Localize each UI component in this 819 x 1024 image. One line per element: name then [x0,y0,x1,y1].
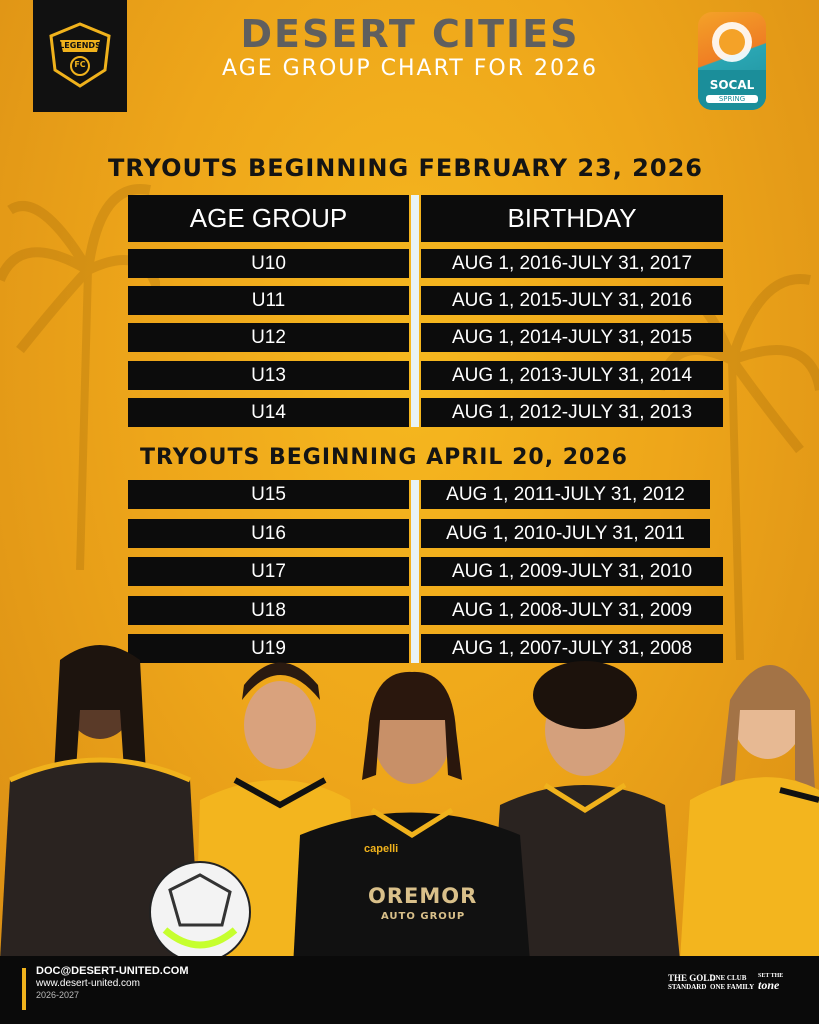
table-cell-birthday: AUG 1, 2013-JULY 31, 2014 [421,361,723,390]
table-cell-birthday: AUG 1, 2008-JULY 31, 2009 [421,596,723,625]
table-cell-age: U11 [128,286,409,315]
footer-brand-tone [758,972,783,990]
table-cell-birthday: AUG 1, 2010-JULY 31, 2011 [421,519,710,548]
footer-brand-tone-line2: tone [758,978,780,992]
league-logo-season: SPRING [706,95,758,103]
footer-brand-gold-line2: STANDARD [668,983,707,991]
section-heading-april: TRYOUTS BEGINNING APRIL 20, 2026 [140,445,628,470]
table-cell-age: U16 [128,519,409,548]
footer-brand-family-line1: ONE CLUB [710,974,747,982]
jersey-sponsor: OREMOR [368,884,478,908]
footer-accent-bar [22,968,26,1010]
table-cell-age: U14 [128,398,409,427]
table-cell-age: U12 [128,323,409,352]
table-cell-birthday: AUG 1, 2007-JULY 31, 2008 [421,634,723,663]
footer-season: 2026-2027 [36,990,80,1000]
legends-shield-icon [33,0,127,112]
league-logo-name: SOCAL [709,78,755,92]
column-header-age-group: AGE GROUP [128,195,409,242]
table-cell-age: U10 [128,249,409,278]
table-cell-birthday: AUG 1, 2014-JULY 31, 2015 [421,323,723,352]
footer-brand-gold [668,974,716,992]
club-logo-text: LEGENDS [59,41,101,50]
footer-website: www.desert-united.com [36,978,140,989]
table-cell-age: U19 [128,634,409,663]
footer-brand-tone-line1: SET THE [758,973,784,979]
jersey-sponsor-sub: AUTO GROUP [381,911,466,922]
league-logo [698,12,766,110]
table-cell-birthday: AUG 1, 2009-JULY 31, 2010 [421,557,723,586]
club-logo [33,0,127,112]
table-cell-age: U18 [128,596,409,625]
footer-brand-family-line2: ONE FAMILY [710,983,755,991]
player-5 [680,665,819,960]
page-title: DESERT CITIES [240,12,580,56]
footer-brand-gold-line1: THE GOLD [668,973,716,983]
page-subtitle: AGE GROUP CHART FOR 2026 [222,56,598,81]
table-cell-birthday: AUG 1, 2016-JULY 31, 2017 [421,249,723,278]
table-cell-age: U15 [128,480,409,509]
jersey-brand: capelli [364,843,399,855]
section-heading-february: TRYOUTS BEGINNING FEBRUARY 23, 2026 [108,154,703,182]
table-cell-birthday: AUG 1, 2012-JULY 31, 2013 [421,398,723,427]
soccer-ball-icon [150,862,250,962]
table-cell-birthday: AUG 1, 2015-JULY 31, 2016 [421,286,723,315]
table-cell-age: U17 [128,557,409,586]
column-header-birthday: BIRTHDAY [421,195,723,242]
footer [0,956,819,1024]
club-logo-sub: FC [74,60,86,69]
footer-brand-family [710,974,754,992]
footer-email: DOC@DESERT-UNITED.COM [36,965,189,977]
table-cell-birthday: AUG 1, 2011-JULY 31, 2012 [421,480,710,509]
table-cell-age: U13 [128,361,409,390]
table-divider [411,195,419,427]
